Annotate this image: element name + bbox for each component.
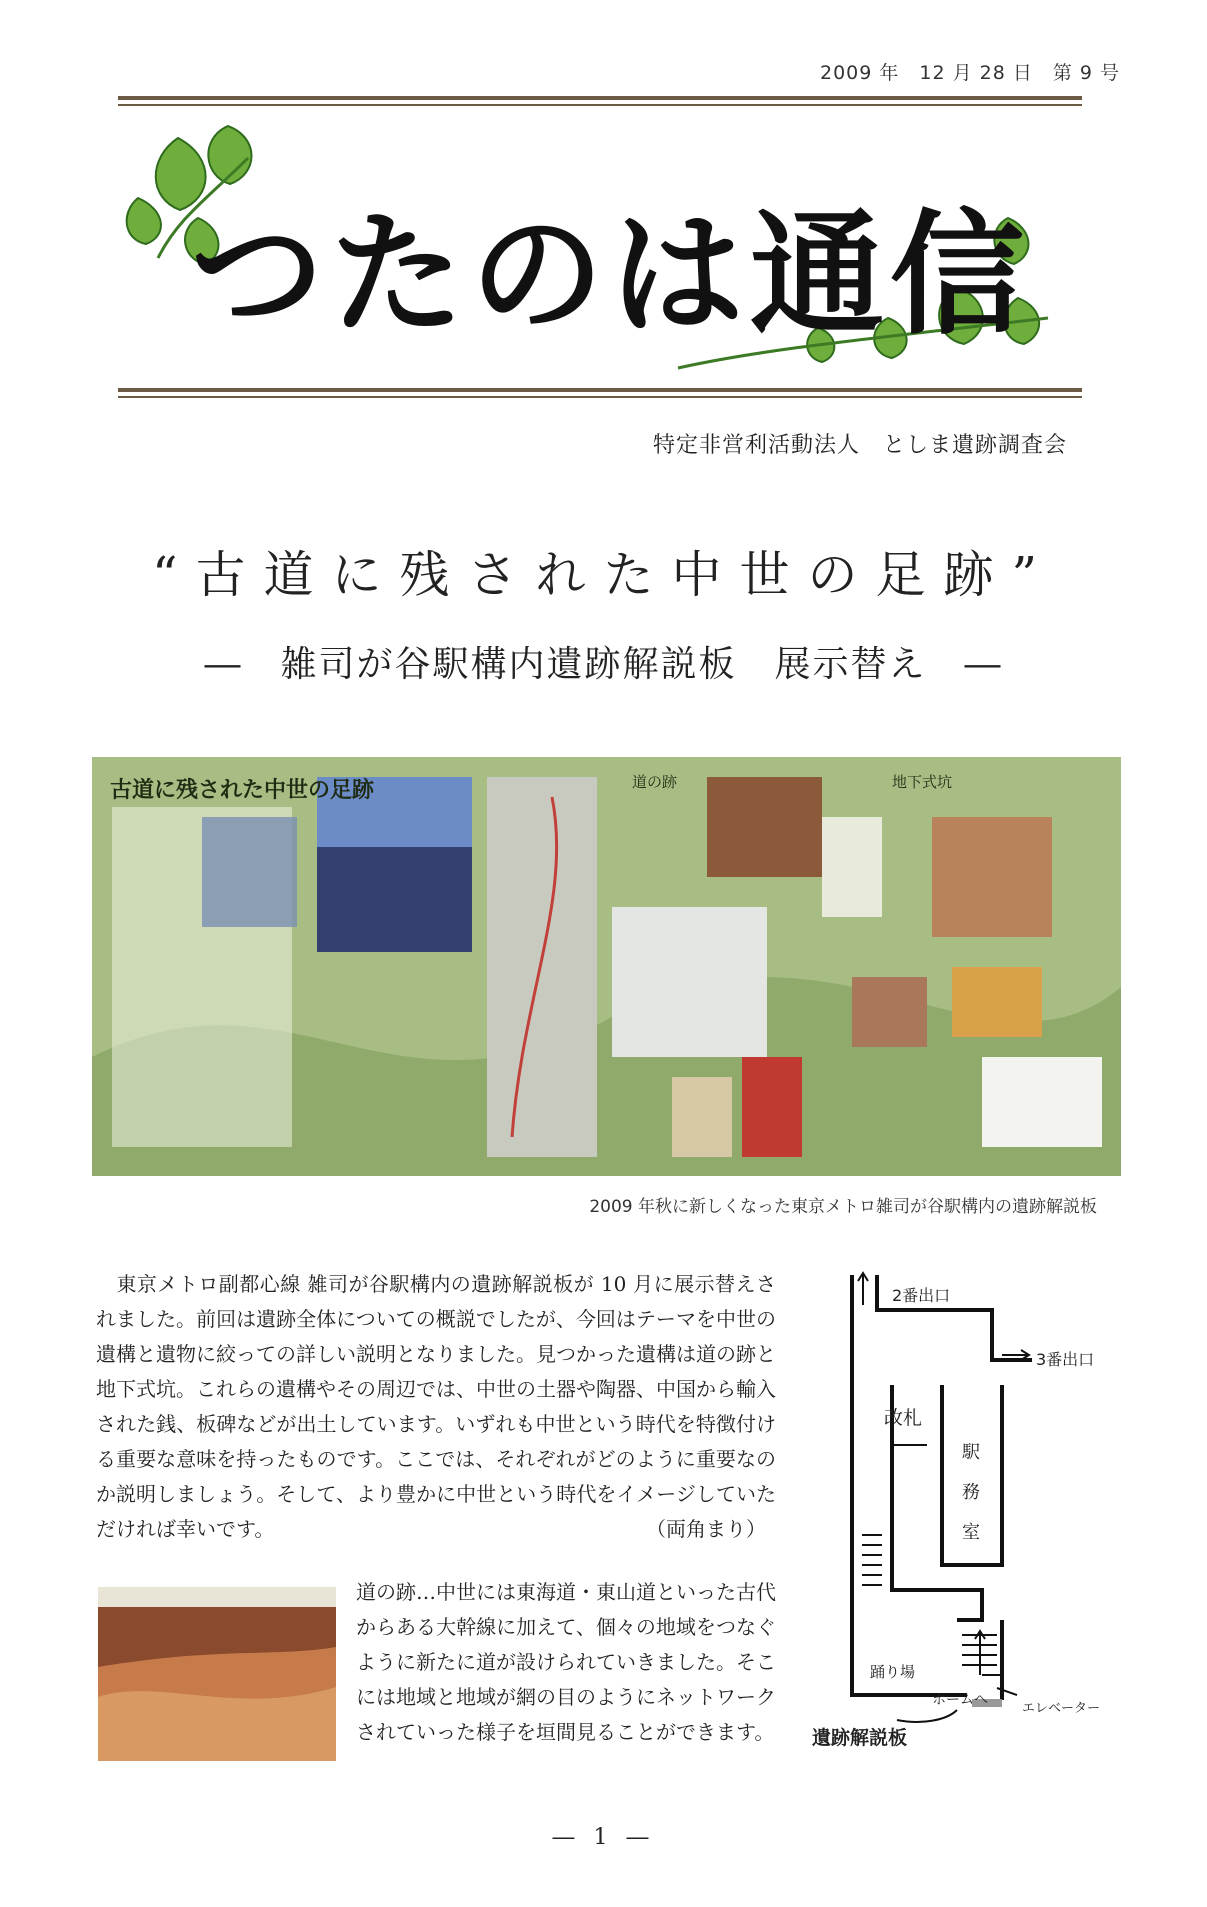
panel-section-pit: 地下式坑 [892,773,953,791]
bottom-rule [118,388,1082,392]
article-body [96,1267,776,1547]
top-rule-thin [118,104,1082,106]
issue-date: 2009 年 12 月 28 日 第 9 号 [820,62,1121,84]
author-credit: （両角まり） [646,1517,766,1541]
organization-name: 特定非営利活動法人 としま遺跡調査会 [652,433,1067,458]
exit-2-label: 2番出口 [892,1286,951,1305]
road-excavation-photo [98,1587,336,1761]
panel-section-road: 道の跡 [632,773,678,791]
bottom-rule-thin [118,396,1082,398]
station-map [812,1265,1122,1785]
platform-label: ホームへ [932,1692,988,1708]
top-rule [118,96,1082,100]
exhibit-board-label: 遺跡解説板 [812,1727,908,1749]
landing-label: 踊り場 [870,1663,916,1681]
exit-3-label: 3番出口 [1036,1350,1095,1369]
station-office-label: 駅務室 [962,1442,980,1543]
article-headline: “古道に残された中世の足跡” [151,546,1056,604]
article-body-text: 東京メトロ副都心線 雑司が谷駅構内の遺跡解説板が 10 月に展示替えされました。前回は遺跡全体についての概説でしたが、今回はテーマを中世の遺構と遺物に絞っての詳しい説明となりました。見つかった遺構は道の跡と地下式坑。これらの遺構やその周辺では、中世の土器や陶器、中国から輸入された銭、板碑などが出土しています。いずれも中世という時代を特徴付ける重要な意味を持ったものです。ここでは、それぞれがどのように重要なのか説明しましょう。そして、より豊かに中世という時代をイメージしていただければ幸いです。 [96,1272,776,1541]
exhibit-panel-photo [92,757,1121,1176]
elevator-label: エレベーター [1022,1701,1101,1716]
panel-title: 古道に残された中世の足跡 [110,777,375,803]
photo-caption: 2009 年秋に新しくなった東京メトロ雑司が谷駅構内の遺跡解説板 [589,1197,1097,1217]
ticket-gate-label: 改札 [884,1407,923,1429]
road-trace-text: 道の跡…中世には東海道・東山道といった古代からある大幹線に加えて、個々の地域をつなぐように新たに道が設けられていきました。そこには地域と地域が網の目のようにネットワークされていった様子を垣間見ることができます。 [356,1580,776,1744]
newsletter-title: つたのは通信 [190,195,1031,353]
panel-illustration [92,757,1121,1176]
page-number: ― 1 ― [552,1825,655,1850]
article-subheadline: ― 雑司が谷駅構内遺跡解説板 展示替え ― [204,644,1003,685]
